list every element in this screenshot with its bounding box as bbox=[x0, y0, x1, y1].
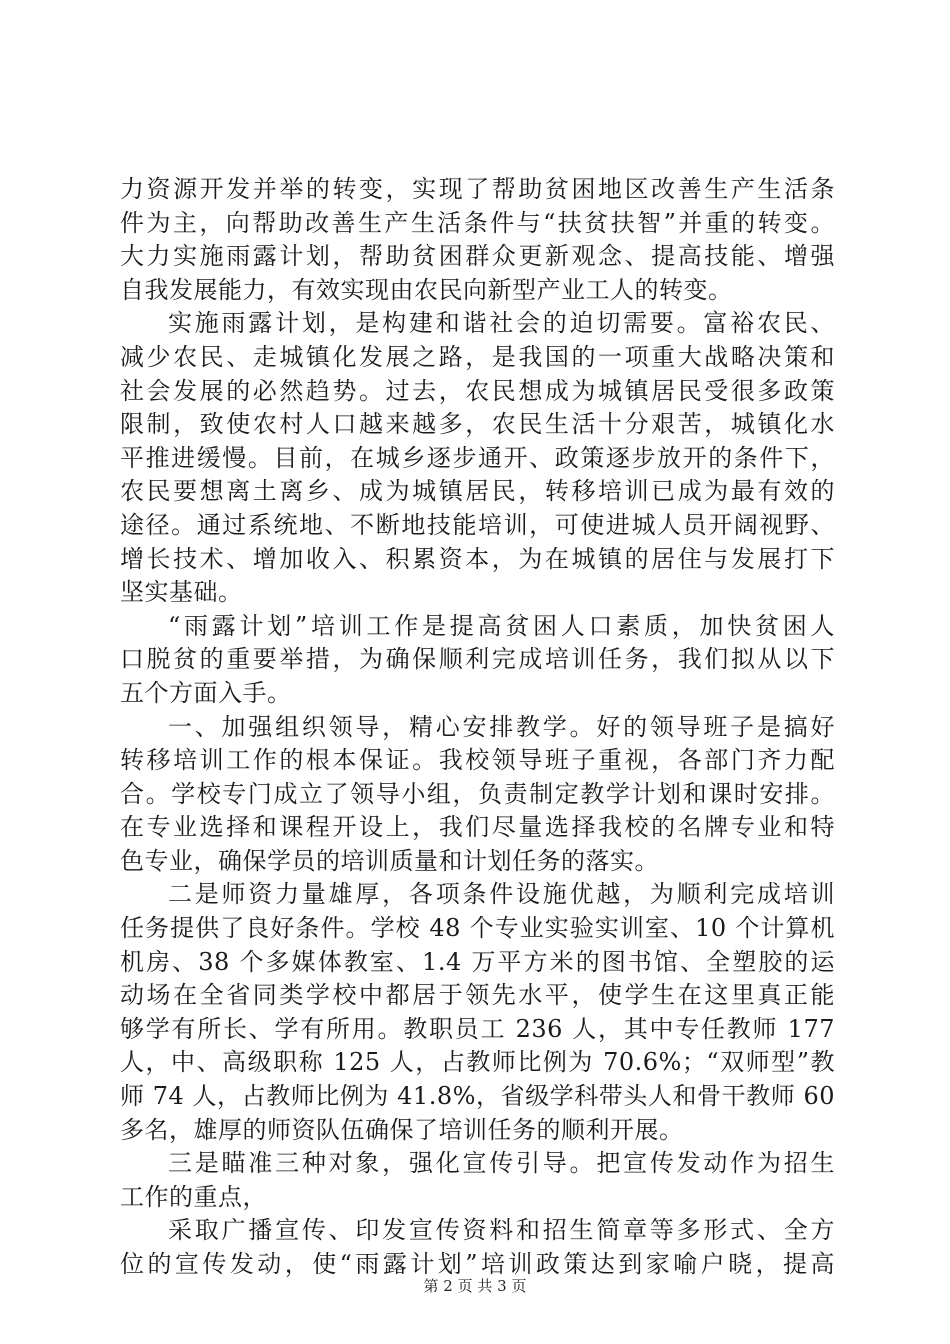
text-line: 工作的重点， bbox=[120, 1182, 267, 1211]
text-line: 位的宣传发动，使“雨露计划”培训政策达到家喻户晓，提高 bbox=[120, 1250, 835, 1278]
text-line: 件为主，向帮助改善生产生活条件与“扶贫扶智”并重的转变。 bbox=[120, 208, 835, 237]
text-line: 自我发展能力，有效实现由农民向新型产业工人的转变。 bbox=[120, 275, 733, 304]
text-line: 增长技术、增加收入、积累资本，为在城镇的居住与发展打下 bbox=[120, 544, 835, 573]
text-line: 力资源开发并举的转变，实现了帮助贫困地区改善生产生活条 bbox=[120, 175, 835, 203]
text-line: 师 74 人，占教师比例为 41.8%，省级学科带头人和骨干教师 60 bbox=[120, 1082, 835, 1111]
text-line: 减少农民、走城镇化发展之路，是我国的一项重大战略决策和 bbox=[120, 342, 835, 371]
text-line: 社会发展的必然趋势。过去，农民想成为城镇居民受很多政策 bbox=[120, 376, 835, 405]
text-line: 途径。通过系统地、不断地技能培训，可使进城人员开阔视野、 bbox=[120, 510, 835, 539]
text-line: “雨露计划”培训工作是提高贫困人口素质，加快贫困人 bbox=[168, 611, 835, 640]
page-footer: 第 2 页 共 3 页 bbox=[423, 1277, 527, 1295]
text-line: 二是师资力量雄厚，各项条件设施优越，为顺利完成培训 bbox=[168, 880, 835, 909]
text-line: 坚实基础。 bbox=[120, 578, 243, 607]
text-line: 够学有所长、学有所用。教职员工 236 人，其中专任教师 177 bbox=[120, 1014, 835, 1043]
text-line: 人，中、高级职称 125 人，占教师比例为 70.6%；“双师型”教 bbox=[120, 1048, 835, 1077]
text-line: 一、加强组织领导，精心安排教学。好的领导班子是搞好 bbox=[168, 712, 835, 741]
text-line: 合。学校专门成立了领导小组，负责制定教学计划和课时安排。 bbox=[120, 779, 835, 808]
text-line: 机房、38 个多媒体教室、1.4 万平方米的图书馆、全塑胶的运 bbox=[120, 947, 835, 976]
text-line: 动场在全省同类学校中都居于领先水平，使学生在这里真正能 bbox=[120, 981, 835, 1010]
text-line: 限制，致使农村人口越来越多，农民生活十分艰苦，城镇化水 bbox=[120, 410, 835, 439]
text-line: 多名，雄厚的师资队伍确保了培训任务的顺利开展。 bbox=[120, 1115, 684, 1144]
text-line: 三是瞄准三种对象，强化宣传引导。把宣传发动作为招生 bbox=[168, 1149, 835, 1178]
text-line: 实施雨露计划，是构建和谐社会的迫切需要。富裕农民、 bbox=[168, 309, 835, 338]
text-line: 任务提供了良好条件。学校 48 个专业实验实训室、10 个计算机 bbox=[120, 914, 835, 943]
text-line: 在专业选择和课程开设上，我们尽量选择我校的名牌专业和特 bbox=[120, 813, 835, 842]
text-line: 转移培训工作的根本保证。我校领导班子重视，各部门齐力配 bbox=[120, 746, 835, 775]
text-line: 平推进缓慢。目前，在城乡逐步通开、政策逐步放开的条件下， bbox=[120, 443, 835, 472]
text-line: 农民要想离土离乡、成为城镇居民，转移培训已成为最有效的 bbox=[120, 477, 835, 506]
text-line: 采取广播宣传、印发宣传资料和招生简章等多形式、全方 bbox=[168, 1216, 835, 1245]
text-line: 色专业，确保学员的培训质量和计划任务的落实。 bbox=[120, 846, 659, 875]
text-line: 口脱贫的重要举措，为确保顺利完成培训任务，我们拟从以下 bbox=[120, 645, 835, 674]
text-line: 大力实施雨露计划，帮助贫困群众更新观念、提高技能、增强 bbox=[120, 242, 835, 271]
text-line: 五个方面入手。 bbox=[120, 678, 292, 707]
document-body bbox=[120, 173, 835, 1282]
